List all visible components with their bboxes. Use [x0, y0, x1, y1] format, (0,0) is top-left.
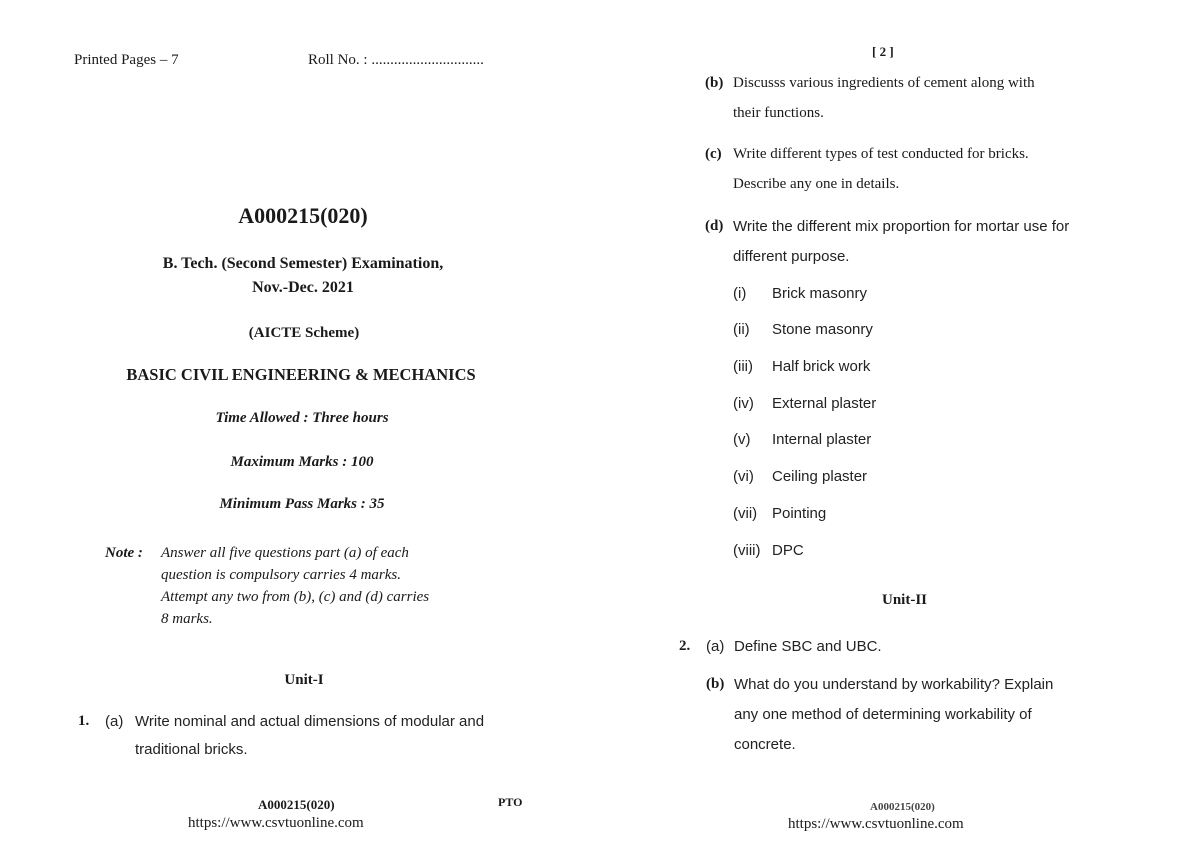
sub-item-text: Internal plaster — [772, 431, 872, 448]
exam-title-line2: Nov.-Dec. 2021 — [252, 279, 354, 296]
question-part-label: (c) — [705, 146, 722, 162]
question-text: concrete. — [734, 736, 796, 753]
right-page — [600, 0, 1200, 849]
maximum-marks: Maximum Marks : 100 — [230, 454, 374, 470]
sub-item-text: Half brick work — [772, 358, 871, 375]
question-part-label: (a) — [105, 713, 124, 730]
unit-heading: Unit-II — [882, 592, 928, 608]
sub-item-number: (ii) — [733, 321, 750, 338]
sub-item-text: Stone masonry — [772, 321, 873, 338]
question-part-label: (a) — [706, 638, 725, 655]
note-label: Note : — [105, 545, 143, 561]
sub-item-number: (vii) — [733, 505, 758, 522]
note-line: 8 marks. — [161, 611, 213, 627]
question-text: Define SBC and UBC. — [734, 638, 882, 655]
sub-item-text: Ceiling plaster — [772, 468, 868, 485]
note-body — [161, 542, 501, 630]
sub-item-number: (viii) — [733, 542, 761, 559]
question-part-label: (b) — [706, 676, 725, 692]
question-part-label: (d) — [705, 218, 724, 234]
sub-item-number: (i) — [733, 285, 747, 302]
note-line: Attempt any two from (b), (c) and (d) carries — [161, 589, 430, 605]
question-text: Describe any one in details. — [733, 176, 900, 192]
footer-url: https://www.csvtuonline.com — [788, 816, 964, 832]
instructions-note — [105, 542, 505, 627]
subject-title: BASIC CIVIL ENGINEERING & MECHANICS — [126, 365, 476, 384]
paper-code: A000215(020) — [238, 203, 368, 228]
time-allowed: Time Allowed : Three hours — [215, 410, 389, 426]
question-text: traditional bricks. — [135, 741, 248, 758]
question-number: 1. — [78, 713, 90, 729]
question-text: their functions. — [733, 105, 824, 121]
sub-item-number: (iv) — [733, 395, 754, 412]
footer-paper-code: A000215(020) — [258, 797, 335, 812]
question-text: Write different types of test conducted for bricks. — [733, 146, 1029, 162]
sub-item-text: Brick masonry — [772, 285, 868, 302]
question-text: Discusss various ingredients of cement along with — [733, 75, 1035, 91]
sub-item-number: (vi) — [733, 468, 754, 485]
sub-item-text: DPC — [772, 542, 804, 559]
question-text: What do you understand by workability? Explain — [734, 676, 1054, 693]
unit-heading: Unit-I — [284, 672, 324, 688]
note-line: Answer all five questions part (a) of each — [161, 545, 409, 561]
question-text: different purpose. — [733, 248, 850, 265]
footer-url: https://www.csvtuonline.com — [188, 815, 364, 831]
roll-number-field: Roll No. : .............................. — [308, 52, 484, 68]
page-number: [ 2 ] — [872, 44, 894, 59]
sub-item-text: Pointing — [772, 505, 827, 522]
question-text: any one method of determining workability of — [734, 706, 1032, 723]
question-text: Write the different mix proportion for mortar use for — [733, 218, 1070, 235]
question-number: 2. — [679, 638, 691, 654]
question-part-label: (b) — [705, 75, 724, 91]
sub-item-number: (iii) — [733, 358, 753, 375]
question-text: Write nominal and actual dimensions of modular and — [135, 713, 485, 730]
scheme-label: (AICTE Scheme) — [248, 325, 360, 341]
footer-pto: PTO — [498, 795, 523, 809]
sub-item-text: External plaster — [772, 395, 877, 412]
exam-title-line1: B. Tech. (Second Semester) Examination, — [162, 255, 444, 272]
sub-item-number: (v) — [733, 431, 751, 448]
printed-pages: Printed Pages – 7 — [74, 52, 179, 68]
footer-paper-code: A000215(020) — [870, 801, 935, 813]
minimum-pass-marks: Minimum Pass Marks : 35 — [219, 496, 385, 512]
note-line: question is compulsory carries 4 marks. — [161, 567, 401, 583]
